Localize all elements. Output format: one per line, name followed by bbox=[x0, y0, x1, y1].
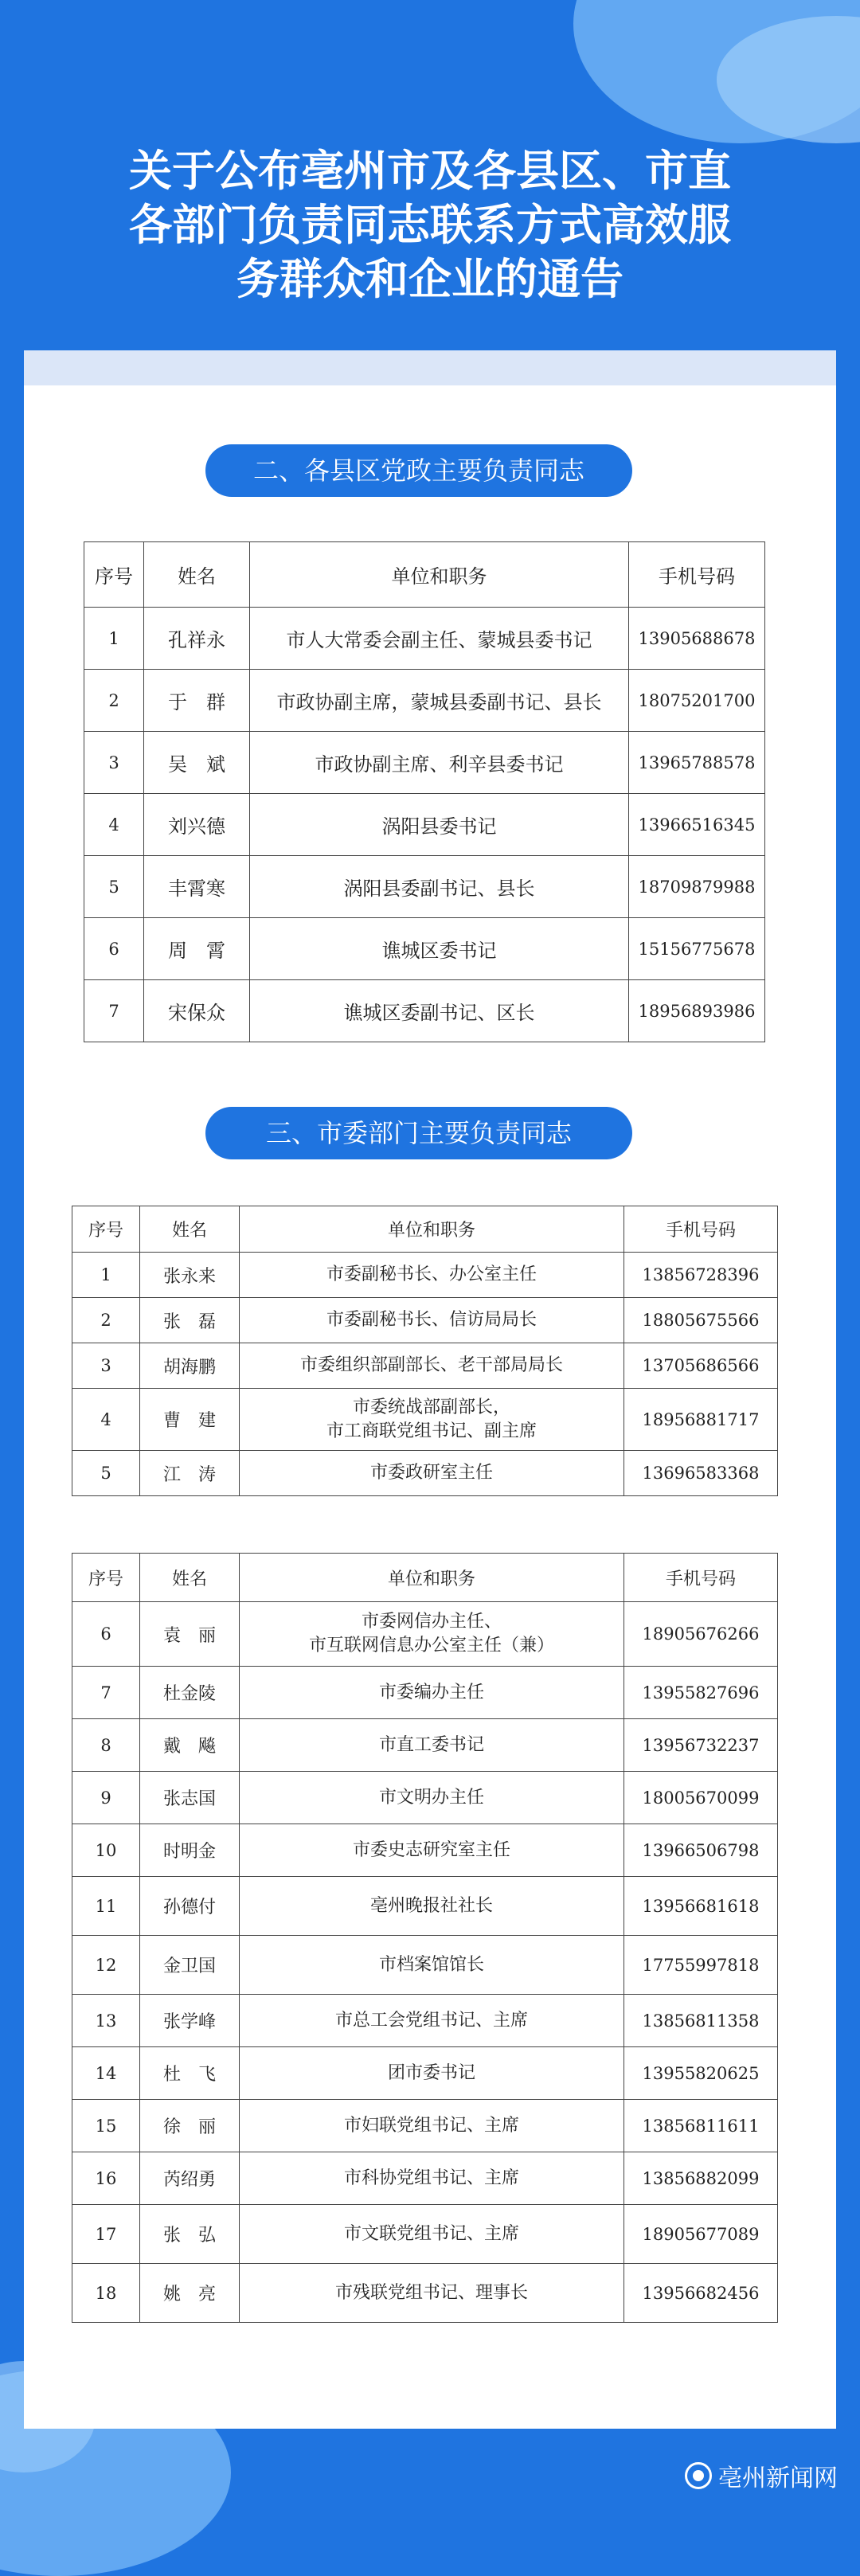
cell-name: 胡海鹏 bbox=[140, 1343, 240, 1389]
cell-index: 17 bbox=[72, 2205, 140, 2264]
cell-index: 3 bbox=[84, 732, 144, 794]
position-line: 市委副秘书长、信访局局长 bbox=[326, 1310, 537, 1330]
title-line: 各部门负责同志联系方式高效服 bbox=[129, 199, 731, 250]
table-row bbox=[72, 1877, 778, 1936]
position-line: 团市委书记 bbox=[387, 2062, 475, 2083]
cell-index: 14 bbox=[72, 2047, 140, 2100]
table-row bbox=[72, 2152, 778, 2205]
position-line: 市直工委书记 bbox=[378, 1734, 484, 1755]
cell-position bbox=[240, 2152, 624, 2205]
col-header-position: 单位和职务 bbox=[240, 1206, 624, 1253]
col-header-name: 姓名 bbox=[144, 542, 250, 608]
table-row bbox=[72, 1719, 778, 1772]
table-header-row bbox=[72, 1206, 778, 1253]
cell-name: 杜 飞 bbox=[140, 2047, 240, 2100]
cell-name: 江 涛 bbox=[140, 1451, 240, 1496]
page-title bbox=[0, 143, 860, 306]
col-header-phone: 手机号码 bbox=[624, 1554, 778, 1602]
cell-index: 1 bbox=[72, 1253, 140, 1298]
cell-name: 张志国 bbox=[140, 1772, 240, 1824]
cell-phone: 15156775678 bbox=[629, 918, 765, 980]
cell-index: 18 bbox=[72, 2264, 140, 2323]
table-header-row bbox=[72, 1554, 778, 1602]
cell-position bbox=[240, 1253, 624, 1298]
cell-position bbox=[240, 1995, 624, 2047]
cell-phone: 13956682456 bbox=[624, 2264, 778, 2323]
col-header-index: 序号 bbox=[72, 1206, 140, 1253]
cell-name: 张永来 bbox=[140, 1253, 240, 1298]
cell-name: 曹 建 bbox=[140, 1389, 240, 1451]
title-line: 务群众和企业的通告 bbox=[236, 253, 624, 304]
cell-name: 芮绍勇 bbox=[140, 2152, 240, 2205]
cell-position bbox=[240, 1877, 624, 1936]
cell-name: 周 霄 bbox=[144, 918, 250, 980]
cell-position: 谯城区委副书记、区长 bbox=[250, 980, 629, 1042]
col-header-position: 单位和职务 bbox=[240, 1554, 624, 1602]
table-row bbox=[72, 1343, 778, 1389]
title-line: 关于公布亳州市及各县区、市直 bbox=[129, 145, 731, 196]
department-leaders-table-b bbox=[72, 1553, 778, 2323]
table-row bbox=[72, 2100, 778, 2152]
position-line: 市残联党组书记、理事长 bbox=[334, 2282, 528, 2303]
cell-index: 13 bbox=[72, 1995, 140, 2047]
cell-name: 张 磊 bbox=[140, 1298, 240, 1343]
col-header-phone: 手机号码 bbox=[629, 542, 765, 608]
cell-phone: 13956732237 bbox=[624, 1719, 778, 1772]
cell-position bbox=[240, 1936, 624, 1995]
position-line: 市委史志研究室主任 bbox=[352, 1839, 510, 1860]
cell-position bbox=[240, 1824, 624, 1877]
cell-name: 于 群 bbox=[144, 670, 250, 732]
cell-phone: 13696583368 bbox=[624, 1451, 778, 1496]
logo-icon bbox=[685, 2462, 712, 2489]
position-line: 市委政研室主任 bbox=[369, 1463, 493, 1483]
cell-name: 宋保众 bbox=[144, 980, 250, 1042]
cell-position bbox=[240, 1667, 624, 1719]
table-header-row bbox=[84, 542, 765, 608]
cell-phone: 13955827696 bbox=[624, 1667, 778, 1719]
col-header-name: 姓名 bbox=[140, 1206, 240, 1253]
content-card bbox=[24, 350, 836, 2429]
cell-position: 涡阳县委副书记、县长 bbox=[250, 856, 629, 918]
cell-position bbox=[240, 1602, 624, 1667]
table-row bbox=[84, 918, 765, 980]
position-line: 市档案馆馆长 bbox=[378, 1954, 484, 1975]
cell-position bbox=[240, 1389, 624, 1451]
position-line: 市科协党组书记、主席 bbox=[343, 2168, 519, 2188]
table-row bbox=[72, 1936, 778, 1995]
cell-phone: 13965788578 bbox=[629, 732, 765, 794]
department-leaders-table-a bbox=[72, 1206, 778, 1496]
cell-phone: 13856811358 bbox=[624, 1995, 778, 2047]
cell-name: 吴 斌 bbox=[144, 732, 250, 794]
cell-phone: 13966506798 bbox=[624, 1824, 778, 1877]
table-row bbox=[84, 732, 765, 794]
cell-index: 4 bbox=[84, 794, 144, 856]
table-row bbox=[84, 670, 765, 732]
cell-phone: 13955820625 bbox=[624, 2047, 778, 2100]
table-row bbox=[72, 2205, 778, 2264]
cell-name: 孔祥永 bbox=[144, 608, 250, 670]
table-row bbox=[84, 980, 765, 1042]
cell-position bbox=[240, 1343, 624, 1389]
county-leaders-table bbox=[84, 541, 765, 1042]
cell-index: 16 bbox=[72, 2152, 140, 2205]
cell-phone: 13856882099 bbox=[624, 2152, 778, 2205]
cell-phone: 17755997818 bbox=[624, 1936, 778, 1995]
position-line: 市妇联党组书记、主席 bbox=[343, 2115, 519, 2136]
cell-index: 7 bbox=[84, 980, 144, 1042]
col-header-index: 序号 bbox=[72, 1554, 140, 1602]
cell-phone: 13856811611 bbox=[624, 2100, 778, 2152]
cell-index: 10 bbox=[72, 1824, 140, 1877]
cell-index: 9 bbox=[72, 1772, 140, 1824]
cell-name: 时明金 bbox=[140, 1824, 240, 1877]
cell-position: 市政协副主席，蒙城县委副书记、县长 bbox=[250, 670, 629, 732]
cell-index: 4 bbox=[72, 1389, 140, 1451]
cell-index: 2 bbox=[72, 1298, 140, 1343]
cell-phone: 18805675566 bbox=[624, 1298, 778, 1343]
cell-index: 1 bbox=[84, 608, 144, 670]
cell-position bbox=[240, 2100, 624, 2152]
cell-phone: 13905688678 bbox=[629, 608, 765, 670]
position-line: 市委副秘书长、办公室主任 bbox=[326, 1265, 537, 1284]
cell-position bbox=[240, 2264, 624, 2323]
logo-text: 亳州新闻网 bbox=[718, 2465, 838, 2492]
table-row bbox=[84, 794, 765, 856]
cell-index: 6 bbox=[84, 918, 144, 980]
position-line: 市委编办主任 bbox=[378, 1682, 484, 1702]
cell-index: 6 bbox=[72, 1602, 140, 1667]
cell-phone: 13966516345 bbox=[629, 794, 765, 856]
cell-phone: 18956893986 bbox=[629, 980, 765, 1042]
position-line: 亳州晚报社社长 bbox=[369, 1895, 493, 1916]
cell-phone: 18075201700 bbox=[629, 670, 765, 732]
cell-index: 2 bbox=[84, 670, 144, 732]
cell-index: 5 bbox=[84, 856, 144, 918]
col-header-index: 序号 bbox=[84, 542, 144, 608]
table-row bbox=[72, 2264, 778, 2323]
cell-name: 杜金陵 bbox=[140, 1667, 240, 1719]
col-header-name: 姓名 bbox=[140, 1554, 240, 1602]
table-row bbox=[84, 608, 765, 670]
cell-position bbox=[240, 2205, 624, 2264]
cell-position: 涡阳县委书记 bbox=[250, 794, 629, 856]
cell-phone: 18709879988 bbox=[629, 856, 765, 918]
cell-position: 谯城区委书记 bbox=[250, 918, 629, 980]
cell-position bbox=[240, 1719, 624, 1772]
cell-name: 姚 亮 bbox=[140, 2264, 240, 2323]
table-row bbox=[72, 1824, 778, 1877]
cell-name: 徐 丽 bbox=[140, 2100, 240, 2152]
col-header-position: 单位和职务 bbox=[250, 542, 629, 608]
cell-name: 张学峰 bbox=[140, 1995, 240, 2047]
position-line: 市委组织部副部长、老干部局局长 bbox=[299, 1355, 563, 1375]
cell-index: 3 bbox=[72, 1343, 140, 1389]
table-row bbox=[72, 1389, 778, 1451]
cell-index: 5 bbox=[72, 1451, 140, 1496]
table-row bbox=[72, 1298, 778, 1343]
cell-name: 金卫国 bbox=[140, 1936, 240, 1995]
cell-phone: 18905676266 bbox=[624, 1602, 778, 1667]
section-heading-departments: 三、市委部门主要负责同志 bbox=[205, 1107, 632, 1159]
cell-phone: 13856728396 bbox=[624, 1253, 778, 1298]
table-row bbox=[84, 856, 765, 918]
cell-phone: 13705686566 bbox=[624, 1343, 778, 1389]
table-row bbox=[72, 1667, 778, 1719]
table-row bbox=[72, 2047, 778, 2100]
position-line: 市文联党组书记、主席 bbox=[343, 2223, 519, 2244]
cell-index: 8 bbox=[72, 1719, 140, 1772]
table-row bbox=[72, 1772, 778, 1824]
card-header-band bbox=[24, 350, 836, 385]
cell-index: 11 bbox=[72, 1877, 140, 1936]
cell-position bbox=[240, 2047, 624, 2100]
cell-index: 15 bbox=[72, 2100, 140, 2152]
site-logo bbox=[685, 2458, 838, 2493]
table-row bbox=[72, 1995, 778, 2047]
table-row bbox=[72, 1602, 778, 1667]
cell-position bbox=[240, 1298, 624, 1343]
cell-name: 刘兴德 bbox=[144, 794, 250, 856]
cell-phone: 13956681618 bbox=[624, 1877, 778, 1936]
col-header-phone: 手机号码 bbox=[624, 1206, 778, 1253]
position-line: 市互联网信息办公室主任（兼） bbox=[308, 1636, 554, 1655]
position-line: 市工商联党组书记、副主席 bbox=[326, 1421, 537, 1441]
cell-name: 张 弘 bbox=[140, 2205, 240, 2264]
cell-name: 孙德付 bbox=[140, 1877, 240, 1936]
cell-position: 市人大常委会副主任、蒙城县委书记 bbox=[250, 608, 629, 670]
position-line: 市文明办主任 bbox=[378, 1787, 484, 1808]
table-row bbox=[72, 1451, 778, 1496]
cell-position bbox=[240, 1451, 624, 1496]
cell-index: 7 bbox=[72, 1667, 140, 1719]
cell-position bbox=[240, 1772, 624, 1824]
cell-phone: 18905677089 bbox=[624, 2205, 778, 2264]
cell-name: 袁 丽 bbox=[140, 1602, 240, 1667]
cell-phone: 18005670099 bbox=[624, 1772, 778, 1824]
cell-phone: 18956881717 bbox=[624, 1389, 778, 1451]
position-line: 市总工会党组书记、主席 bbox=[334, 2010, 528, 2031]
cell-name: 戴 飚 bbox=[140, 1719, 240, 1772]
table-row bbox=[72, 1253, 778, 1298]
cell-index: 12 bbox=[72, 1936, 140, 1995]
position-line: 市委网信办主任、 bbox=[361, 1612, 502, 1632]
cell-position: 市政协副主席、利辛县委书记 bbox=[250, 732, 629, 794]
section-heading-county: 二、各县区党政主要负责同志 bbox=[205, 444, 632, 497]
position-line: 市委统战部副部长， bbox=[352, 1397, 510, 1417]
cell-name: 丰霄寒 bbox=[144, 856, 250, 918]
